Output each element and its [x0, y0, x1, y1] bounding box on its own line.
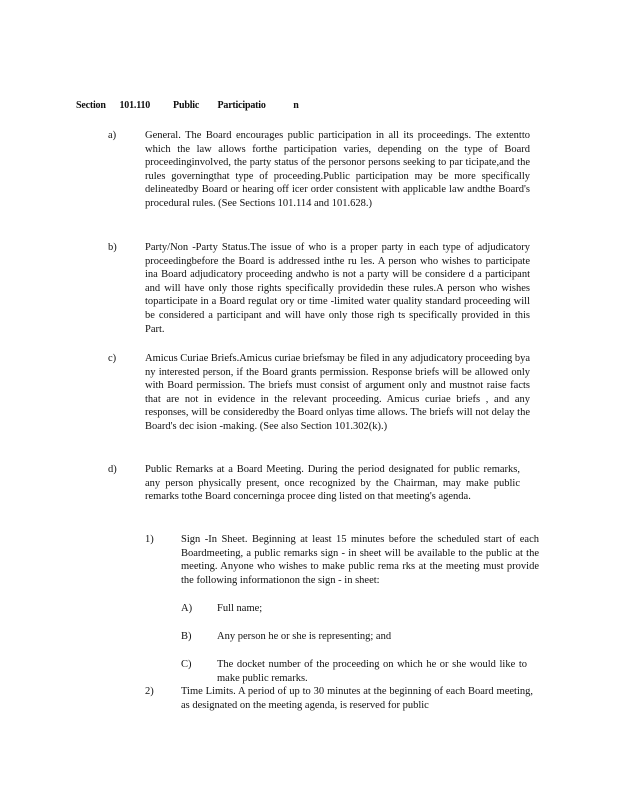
subsubitem-label-C: C)	[181, 659, 192, 670]
item-text-public-remarks: Public Remarks at a Board Meeting. During the period designated for public remarks, any person physically present, once recognized by the Chairman, may make public remarks tothe Board concerninga procee ding listed on that meeting's agenda.	[145, 464, 520, 503]
item-text-amicus: Amicus Curiae Briefs.Amicus curiae briefsmay be filed in any adjudicatory proceeding bya ny interested person, if the Board grants permission. Response briefs will be allowed only with Board permission. The briefs must consist of argument only and mustnot raise facts that are not in evidence in the relevant proceeding. Amicus curiae briefs , and any responses, will be consideredby the Board onlyas time allows. The briefs will not delay the Board's dec ision -making. (See also Section 101.302(k).)	[145, 353, 530, 432]
item-text-general: General. The Board encourages public participation in all its proceedings. The extentto which the law allows forthe participation varies, depending on the type of Board proceedinginvolved, the party status of the personor persons seeking to par ticipate,and the rules governingthat type of proceeding.Public participation may be more specifically delineatedby Board or hearing off icer order consistent with applicable law andthe Board's procedural rules. (See Sections 101.114 and 101.628.)	[145, 130, 530, 209]
subitem-label-2: 2)	[145, 686, 154, 697]
subsubitem-label-A: A)	[181, 603, 193, 614]
subsubitem-text-representing: Any person he or she is representing; and	[217, 631, 392, 642]
item-label-c: c)	[108, 353, 117, 364]
section-heading: Section 101.110 Public Participatio n	[76, 100, 299, 111]
item-label-d: d)	[108, 464, 117, 475]
item-text-party-status: Party/Non -Party Status.The issue of who is a proper party in each type of adjudicatory proceedingbefore the Board is addressed inthe ru les. A person who wishes to participate ina Board adjudicatory proceeding andwho is not a party will be considere d a participant and will have only those rights specifically providedin these rules.A person who wishes toparticipate in a Board regulat ory or time -limited water quality standard proceeding will be considered a participant and will have only those righ ts specifically provided in this Part.	[145, 242, 530, 335]
subitem-text-time-limits: Time Limits. A period of up to 30 minutes at the beginning of each Board meeting, as designated on the meeting agenda, is reserved for public	[181, 686, 533, 711]
subsubitem-text-docket-number: The docket number of the proceeding on which he or she would like to make public remarks.	[217, 659, 527, 684]
subitem-text-sign-in: Sign -In Sheet. Beginning at least 15 minutes before the scheduled start of each Boardmeeting, a public remarks sign - in sheet will be available to the public at the meeting. Anyone who wishes to make public rema rks at the meeting must provide the following informationon the sign - in sheet:	[181, 534, 539, 586]
item-label-a: a)	[108, 130, 117, 141]
item-label-b: b)	[108, 242, 117, 253]
subsubitem-text-full-name: Full name;	[217, 603, 263, 614]
subsubitem-label-B: B)	[181, 631, 192, 642]
subitem-label-1: 1)	[145, 534, 154, 545]
